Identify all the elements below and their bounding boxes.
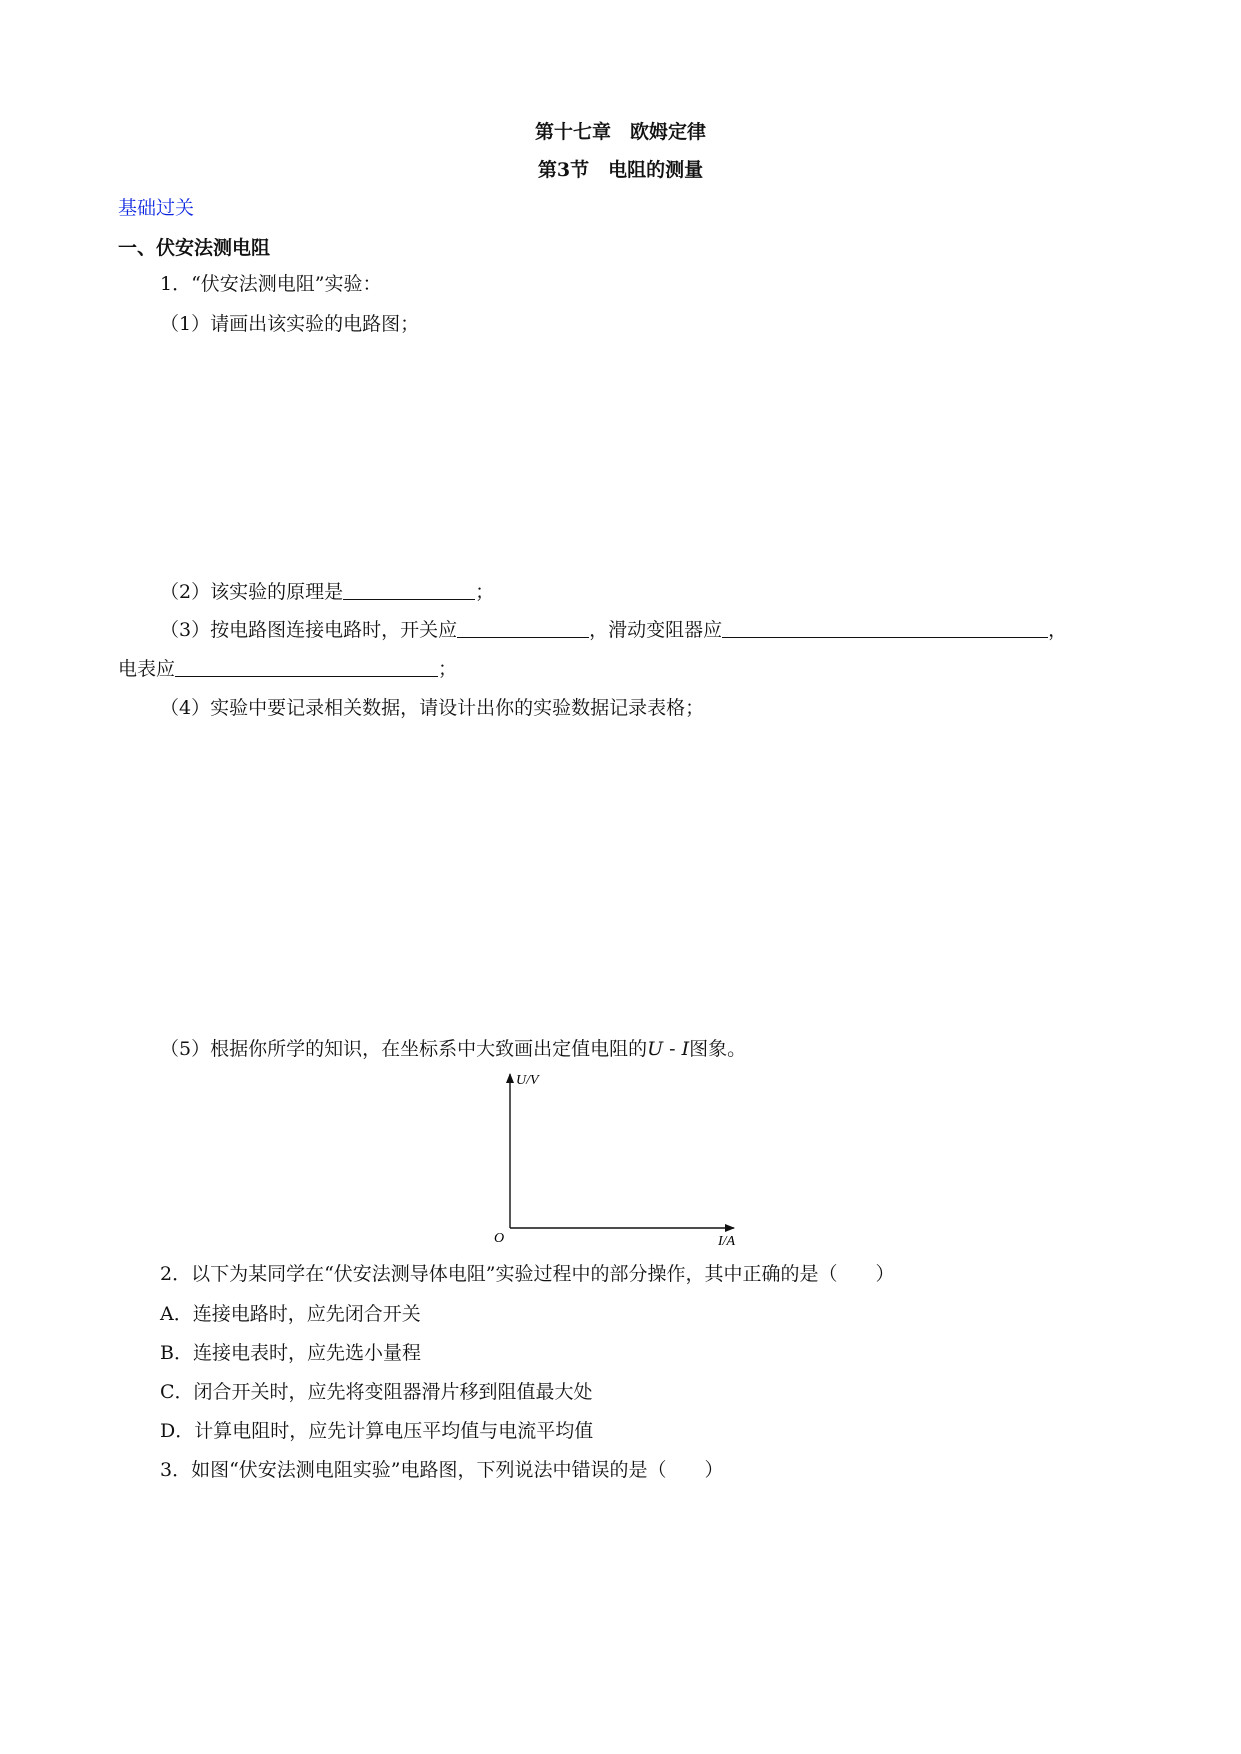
q1-sub3-meter-blank[interactable] — [175, 657, 438, 677]
q3-stem: 3．如图“伏安法测电阻实验”电路图，下列说法中错误的是（ ） — [160, 1459, 724, 1481]
q1-sub5-i: I — [681, 1038, 690, 1060]
q1-sub3-line2-suffix: ； — [438, 658, 458, 680]
q2-option-a[interactable]: A．连接电路时，应先闭合开关 — [160, 1303, 421, 1325]
basics-label: 基础过关 — [118, 197, 195, 219]
section-title: 第3节 电阻的测量 — [537, 159, 704, 181]
q1-stem: 1．“伏安法测电阻”实验： — [160, 273, 382, 295]
q1-sub2 — [160, 579, 494, 605]
q1-sub3-switch-blank[interactable] — [457, 618, 589, 638]
q1-sub2-prefix: （2）该实验的原理是 — [160, 581, 344, 603]
origin-label: O — [494, 1231, 505, 1246]
q1-sub5-prefix: （5）根据你所学的知识，在坐标系中大致画出定值电阻的 — [160, 1038, 648, 1060]
q1-sub3-mid: ，滑动变阻器应 — [589, 619, 723, 641]
q1-sub5-suffix: 图象。 — [689, 1038, 747, 1060]
x-axis-label — [717, 1234, 736, 1248]
q2-option-b[interactable]: B．连接电表时，应先选小量程 — [160, 1342, 421, 1364]
q1-sub3-line2-prefix: 电表应 — [118, 658, 176, 680]
q1-sub3-rheostat-blank[interactable] — [722, 618, 1048, 638]
q2-option-c[interactable]: C．闭合开关时，应先将变阻器滑片移到阻值最大处 — [160, 1381, 593, 1403]
y-axis-label-text: U/V — [516, 1073, 539, 1088]
ui-graph[interactable] — [480, 1068, 770, 1248]
x-axis-label-text: I/A — [718, 1234, 736, 1248]
q1-sub3-line2 — [118, 656, 457, 682]
q1-sub5-dash: - — [663, 1038, 682, 1060]
q1-sub2-blank[interactable] — [343, 580, 475, 600]
q1-sub5 — [160, 1036, 746, 1062]
q2-stem: 2．以下为某同学在“伏安法测导体电阻”实验过程中的部分操作，其中正确的是（ ） — [160, 1263, 895, 1285]
y-axis-label — [516, 1073, 540, 1088]
q1-sub2-suffix: ； — [475, 581, 495, 603]
chapter-title: 第十七章 欧姆定律 — [534, 121, 706, 143]
q1-sub4: （4）实验中要记录相关数据，请设计出你的实验数据记录表格； — [160, 697, 705, 719]
q1-sub5-u: U — [647, 1038, 664, 1060]
q1-sub3-suffix: ， — [1048, 619, 1068, 641]
part1-title: 一、伏安法测电阻 — [118, 237, 271, 259]
q1-sub3-prefix: （3）按电路图连接电路时，开关应 — [160, 619, 458, 641]
q2-option-d[interactable]: D．计算电阻时，应先计算电压平均值与电流平均值 — [160, 1420, 594, 1442]
q1-sub1: （1）请画出该实验的电路图； — [160, 313, 420, 335]
q1-sub3 — [160, 617, 1067, 643]
